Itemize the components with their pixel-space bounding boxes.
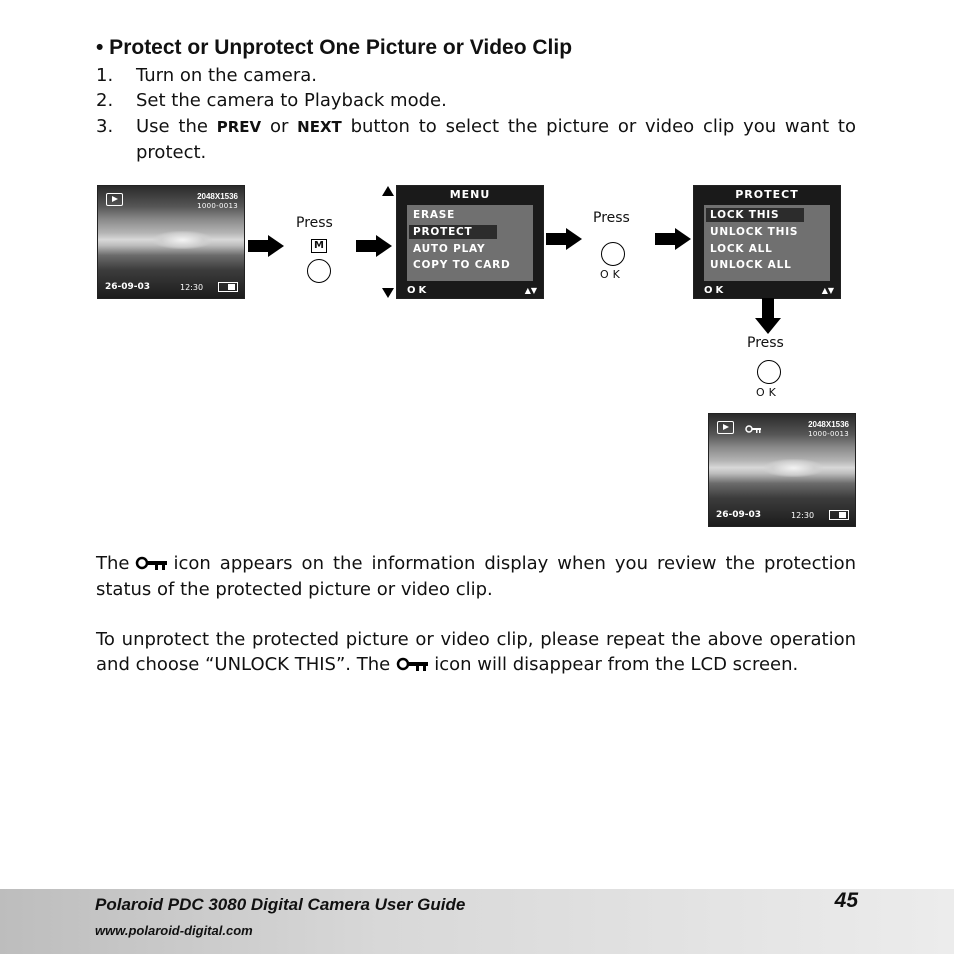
page-number: 45	[834, 889, 858, 912]
website-link[interactable]: www.polaroid-digital.com	[95, 923, 253, 938]
menu-item-auto-play[interactable]: AUTO PLAY	[413, 243, 486, 255]
resolution-label: 2048X1536	[197, 192, 238, 201]
ok-label: OK	[600, 268, 624, 281]
menu-item-erase[interactable]: ERASE	[413, 209, 456, 221]
resolution-label: 2048X1536	[808, 420, 849, 429]
menu-item-protect[interactable]: PROTECT	[409, 225, 497, 239]
menu-panel	[407, 205, 533, 281]
playback-icon	[717, 421, 734, 434]
playback-screen	[97, 185, 245, 299]
battery-icon	[218, 282, 238, 292]
protect-panel	[704, 205, 830, 281]
date-label: 26-09-03	[716, 510, 762, 520]
down-triangle-icon	[382, 288, 394, 298]
ok-hint: OK	[704, 285, 727, 296]
menu-screen	[396, 185, 544, 299]
menu-item-lock-this[interactable]: LOCK THIS	[706, 208, 804, 222]
menu-item-unlock-this[interactable]: UNLOCK THIS	[710, 226, 799, 238]
ok-label: OK	[756, 386, 780, 399]
next-button-label: NEXT	[297, 118, 342, 136]
menu-title: MENU	[449, 188, 491, 201]
step-number: 1.	[96, 65, 114, 86]
file-number: 1000-0013	[808, 430, 849, 438]
step-text: Set the camera to Playback mode.	[136, 90, 447, 111]
prev-button-label: PREV	[216, 118, 262, 136]
ok-hint: OK	[407, 285, 430, 296]
right-arrow-icon	[356, 235, 394, 257]
right-arrow-icon	[546, 228, 584, 250]
protect-screen	[693, 185, 841, 299]
step-text: Use the PREV or NEXT button to select the picture or video clip you want to protect.	[136, 116, 857, 163]
right-arrow-icon	[655, 228, 693, 250]
ok-button[interactable]	[601, 242, 625, 266]
menu-item-unlock-all[interactable]: UNLOCK ALL	[710, 259, 792, 271]
press-label: Press	[747, 335, 784, 351]
playback-icon	[106, 193, 123, 206]
scroll-arrows-icon: ▲▼	[821, 286, 834, 295]
step-number: 3.	[96, 116, 114, 137]
ok-button[interactable]	[757, 360, 781, 384]
time-label: 12:30	[791, 511, 815, 520]
guide-title: Polaroid PDC 3080 Digital Camera User Guide	[95, 895, 466, 914]
key-icon	[745, 425, 761, 433]
step-number: 2.	[96, 90, 114, 111]
file-number: 1000-0013	[197, 202, 238, 210]
press-label: Press	[593, 210, 630, 226]
protected-playback-screen	[708, 413, 856, 527]
battery-icon	[829, 510, 849, 520]
scroll-arrows-icon: ▲▼	[524, 286, 537, 295]
paragraph-protect-icon: The icon appears on the information display when you review the protection status of the protected picture or video clip.	[96, 553, 856, 600]
up-triangle-icon	[382, 186, 394, 196]
footer	[0, 889, 954, 954]
key-icon	[396, 653, 428, 678]
section-heading: • Protect or Unprotect One Picture or Video Clip	[96, 36, 573, 59]
date-label: 26-09-03	[105, 282, 151, 292]
menu-key-icon: M	[311, 239, 327, 253]
key-icon	[135, 552, 167, 577]
paragraph-unprotect: To unprotect the protected picture or video clip, please repeat the above operation and choose “UNLOCK THIS”. The icon will disappear from the LCD screen.	[96, 627, 856, 678]
press-label: Press	[296, 215, 333, 231]
menu-button[interactable]	[307, 259, 331, 283]
down-arrow-icon	[755, 298, 781, 336]
menu-item-lock-all[interactable]: LOCK ALL	[710, 243, 773, 255]
menu-item-copy-to-card[interactable]: COPY TO CARD	[413, 259, 511, 271]
right-arrow-icon	[248, 235, 286, 257]
protect-title: PROTECT	[735, 188, 799, 201]
time-label: 12:30	[180, 283, 204, 292]
step-text: Turn on the camera.	[136, 65, 317, 86]
